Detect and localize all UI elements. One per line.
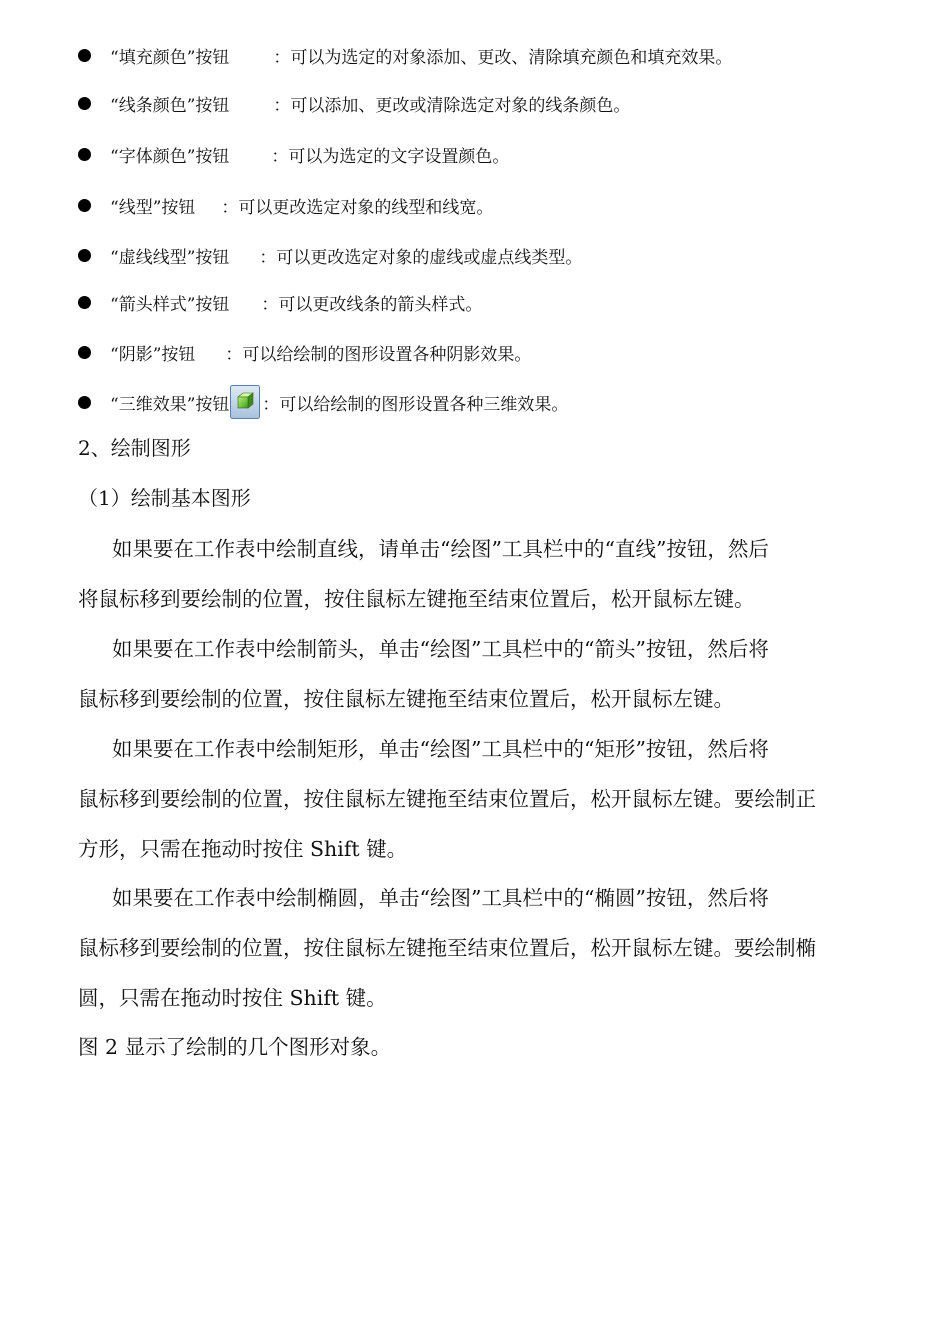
- bullet-icon: [78, 296, 91, 309]
- bullet-icon: [78, 396, 91, 409]
- button-name: “虚线线型”按钮: [110, 247, 230, 268]
- button-description: ：可以为选定的文字设置颜色。: [271, 146, 510, 167]
- bullet-icon: [78, 97, 91, 110]
- bullet-item-line-style: [78, 193, 493, 217]
- button-description: ：可以更改选定对象的虚线或虚点线类型。: [259, 247, 583, 268]
- closing-line: 图 2 显示了绘制的几个图形对象。: [78, 1035, 392, 1059]
- bullet-item-dash-style: [78, 243, 582, 267]
- button-name: “箭头样式”按钮: [110, 294, 230, 315]
- button-description: ：可以为选定的对象添加、更改、清除填充颜色和填充效果。: [273, 47, 733, 68]
- bullet-item-fill-color: [78, 43, 732, 67]
- button-name: “线型”按钮: [110, 197, 196, 218]
- paragraph-line: 如果要在工作表中绘制矩形，单击“绘图”工具栏中的“矩形”按钮，然后将: [112, 737, 769, 761]
- paragraph-line: 鼠标移到要绘制的位置，按住鼠标左键拖至结束位置后，松开鼠标左键。要绘制正: [78, 787, 816, 811]
- button-name: “线条颜色”按钮: [110, 95, 230, 116]
- button-description: ：可以给绘制的图形设置各种三维效果。: [262, 394, 569, 415]
- button-description: ：可以给绘制的图形设置各种阴影效果。: [225, 344, 532, 365]
- 3d-effects-icon: [230, 385, 260, 419]
- paragraph-line: 鼠标移到要绘制的位置，按住鼠标左键拖至结束位置后，松开鼠标左键。要绘制椭: [78, 936, 816, 960]
- paragraph-line: 如果要在工作表中绘制直线，请单击“绘图”工具栏中的“直线”按钮，然后: [112, 537, 769, 561]
- button-description: ：可以添加、更改或清除选定对象的线条颜色。: [273, 95, 631, 116]
- button-name: “填充颜色”按钮: [110, 47, 230, 68]
- bullet-item-arrow-style: [78, 290, 482, 314]
- paragraph-line: 圆，只需在拖动时按住 Shift 键。: [78, 986, 387, 1010]
- button-name: “字体颜色”按钮: [110, 146, 230, 167]
- paragraph-line: 方形，只需在拖动时按住 Shift 键。: [78, 837, 408, 861]
- button-description: ：可以更改选定对象的线型和线宽。: [221, 197, 494, 218]
- button-name: “三维效果”按钮: [110, 394, 230, 415]
- button-description: ：可以更改线条的箭头样式。: [261, 294, 483, 315]
- bullet-icon: [78, 49, 91, 62]
- bullet-icon: [78, 199, 91, 212]
- bullet-icon: [78, 249, 91, 262]
- bullet-item-shadow: [78, 340, 531, 364]
- bullet-item-3d-effects: [78, 384, 568, 420]
- bullet-item-font-color: [78, 142, 509, 166]
- paragraph-line: 将鼠标移到要绘制的位置，按住鼠标左键拖至结束位置后，松开鼠标左键。: [78, 587, 755, 611]
- paragraph-line: 如果要在工作表中绘制箭头，单击“绘图”工具栏中的“箭头”按钮，然后将: [112, 637, 769, 661]
- bullet-icon: [78, 346, 91, 359]
- paragraph-line: 如果要在工作表中绘制椭圆，单击“绘图”工具栏中的“椭圆”按钮，然后将: [112, 886, 769, 910]
- bullet-icon: [78, 148, 91, 161]
- paragraph-line: 鼠标移到要绘制的位置，按住鼠标左键拖至结束位置后，松开鼠标左键。: [78, 687, 734, 711]
- section-heading: 2、绘制图形: [78, 436, 191, 460]
- bullet-item-line-color: [78, 91, 630, 115]
- sub-heading: （1）绘制基本图形: [78, 486, 251, 510]
- button-name: “阴影”按钮: [110, 344, 196, 365]
